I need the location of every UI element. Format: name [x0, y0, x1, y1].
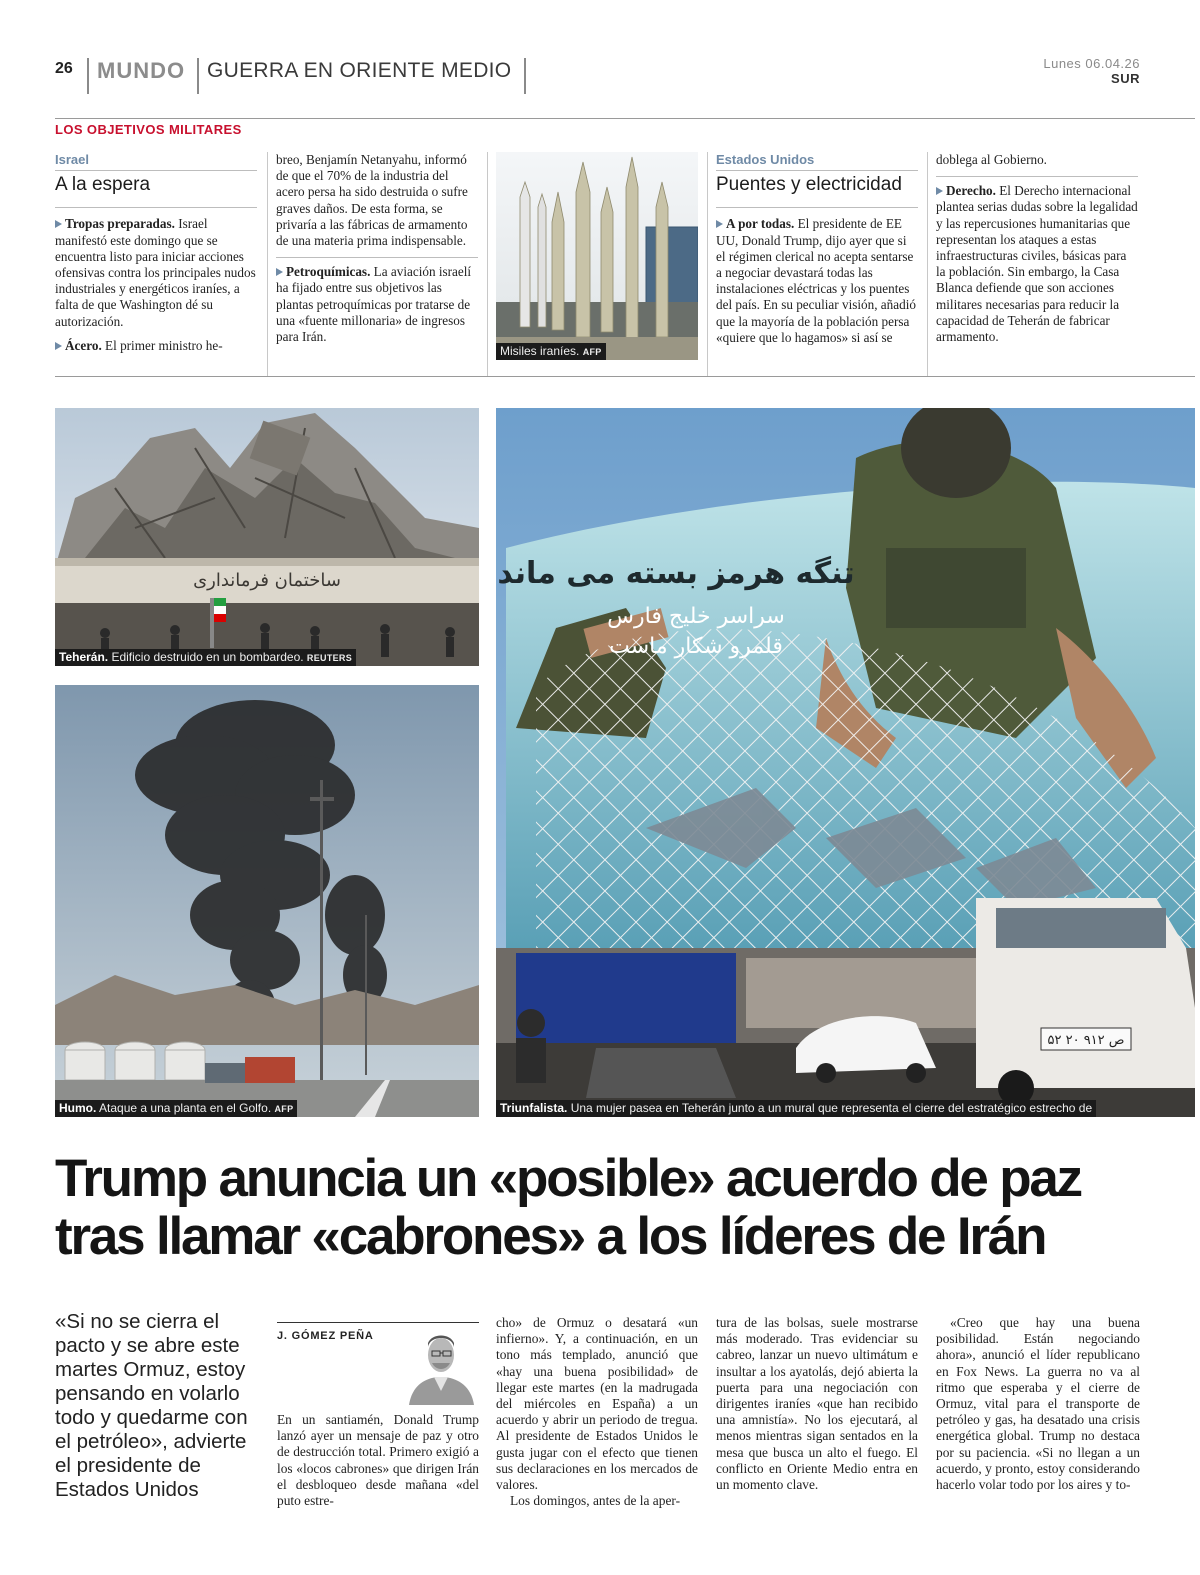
hormuz-mural-image — [496, 408, 1195, 1117]
usa-column — [716, 152, 918, 354]
headline-line-2: tras llamar «cabrones» a los líderes de Irán — [55, 1207, 1046, 1266]
bullet-triangle-icon — [55, 220, 62, 228]
author-byline[interactable]: J. GÓMEZ PEÑA — [277, 1330, 374, 1342]
author-portrait-image — [404, 1325, 479, 1405]
column-rule — [927, 152, 928, 376]
israel-paragraph-2: Ácero. El primer ministro he- — [55, 338, 257, 354]
header-rule — [55, 118, 1195, 119]
page-header — [55, 56, 1140, 96]
svg-text:تنگه هرمز بسته می ماند: تنگه هرمز بسته می ماند — [497, 556, 855, 591]
smoke-photo — [55, 685, 479, 1117]
article-paragraph: En un santiamén, Donald Trump lanzó ayer un mensaje de paz y otro de destrucción total. Primero exigió a los «locos cabrones» que dirigen Irán el desbloqueo desde mañana «del puto estre- — [277, 1412, 479, 1509]
article-column-1 — [277, 1412, 479, 1509]
israel-column — [55, 152, 257, 362]
header-meta — [1043, 56, 1140, 86]
petrochemicals-paragraph: Petroquímicas. La aviación israelí ha fijado entre sus objetivos las plantas petroquímicas por tratarse de una «fuente millonaria» de ingresos para Irán. — [276, 264, 472, 345]
smoke-caption: Humo. Ataque a una planta en el Golfo. AFP — [55, 1100, 297, 1117]
missiles-caption: Misiles iraníes. AFP — [496, 343, 606, 360]
svg-text:۵۲ ص ۹۱۲ ۲۰: ۵۲ ص ۹۱۲ ۲۰ — [1047, 1033, 1125, 1048]
usa-paragraph-1: A por todas. El presidente de EE UU, Donald Trump, dijo ayer que si el régimen clerical no acepta sentarse a negociar devastará todas las instalaciones eléctricas y los puentes del país. En su peculiar visión, añadió que la mayoría de la población persa «quiere que lo hagamos» si así se — [716, 216, 916, 345]
article-column-3 — [716, 1315, 918, 1493]
page-number: 26 — [55, 60, 73, 77]
destroyed-building-image — [55, 408, 479, 666]
pull-quote: «Si no se cierra el pacto y se abre este martes Ormuz, estoy pensando en volarlo todo y quedarme con el petróleo», advierte el presidente de Estados Unidos — [55, 1310, 248, 1501]
usa-column-continued — [936, 152, 1138, 353]
column-rule — [487, 152, 488, 376]
paper-name: SUR — [1111, 71, 1140, 86]
israel-column-continued — [276, 152, 478, 353]
israel-paragraph-1: Tropas preparadas. Israel manifestó este domingo que se encuentra listo para iniciar acciones ofensivas contra los principales nudos industriales y energéticos iraníes, a falta de que Washington dé su autorización. — [55, 216, 256, 329]
missiles-photo — [496, 152, 698, 360]
header-divider — [87, 58, 89, 94]
svg-text:سراسر خلیج فارس: سراسر خلیج فارس — [607, 604, 785, 629]
svg-text:ساختمان فرمانداری: ساختمان فرمانداری — [193, 570, 341, 591]
header-divider — [197, 58, 199, 94]
article-paragraph: cho» de Ormuz o desatará «un infierno». Y, a continuación, en un tono más templado, anunció que «hay una buena posibilidad» de llegar este martes (en la madrugada del miércoles en España) a un acuerdo y abrir un periodo de tregua. Al presidente de Estados Unidos le gusta jugar con el efecto que tienen sus declaraciones en los mercados de valores. — [496, 1315, 698, 1493]
header-divider — [524, 58, 526, 94]
author-photo — [404, 1325, 479, 1405]
article-column-2 — [496, 1315, 698, 1509]
israel-title: A la espera — [55, 174, 151, 196]
article-column-4 — [936, 1315, 1140, 1493]
israel-paragraph-continued: breo, Benjamín Netanyahu, informó de que el 70% de la industria del acero persa ha sido destruida o sufre graves daños. De esta forma, se privaría a las fábricas de armamento de una materia prima indispensable. — [276, 152, 468, 249]
article-paragraph: tura de las bolsas, suele mostrarse más moderado. Tras evidenciar su cabreo, lanzar un nuevo ultimátum e insultar a los ayatolás, dejó abierta la puerta para una negociación con dirigentes iraníes «que han recibido una amnistía». No los ejecutará, al menos mientras sigan sentados en la mesa que busca un alto el fuego. El conflicto en Oriente Medio entra en un momento clave. — [716, 1315, 918, 1493]
smoke-plume-image — [55, 685, 479, 1117]
section-name[interactable]: MUNDO — [97, 58, 186, 83]
article-paragraph: «Creo que hay una buena posibilidad. Están negociando ahora», anunció el líder republicano en Fox News. La guerra no va al ritmo que esperaba y el cierre de Ormuz, vital para el transporte de petróleo y gas, ha desatado una crisis energética global. Trump no destaca por su paciencia. «Si no llegan a un acuerdo, y pronto, estoy considerando hacerlo volar todo por los aires y to- — [936, 1315, 1140, 1493]
article-paragraph: Los domingos, antes de la aper- — [510, 1493, 681, 1509]
usa-title: Puentes y electricidad — [716, 174, 902, 196]
column-rule — [267, 152, 268, 376]
mural-caption: Triunfalista. Una mujer pasea en Teherán junto a un mural que representa el cierre del estratégico estrecho de — [496, 1100, 1096, 1117]
byline-rule — [277, 1322, 479, 1323]
usa-paragraph-continued: doblega al Gobierno. — [936, 152, 1047, 167]
missiles-image — [496, 152, 698, 360]
mural-photo — [496, 408, 1195, 1117]
bullet-triangle-icon — [55, 342, 62, 350]
bullet-triangle-icon — [716, 220, 723, 228]
bullet-triangle-icon — [936, 187, 943, 195]
bullet-triangle-icon — [276, 268, 283, 276]
paragraph-rule — [936, 176, 1138, 177]
paragraph-rule — [276, 257, 478, 258]
tehran-caption: Teherán. Edificio destruido en un bombardeo. REUTERS — [55, 649, 356, 666]
title-rule — [716, 207, 918, 208]
israel-label: Israel — [55, 152, 257, 171]
column-rule — [707, 152, 708, 376]
issue-date: Lunes 06.04.26 — [1043, 56, 1140, 71]
svg-text:قلمرو شکار ماست: قلمرو شکار ماست — [609, 634, 783, 659]
strip-kicker: LOS OBJETIVOS MILITARES — [55, 122, 242, 137]
usa-label: Estados Unidos — [716, 152, 918, 171]
strip-bottom-rule — [55, 376, 1195, 377]
article-headline — [55, 1150, 1195, 1266]
title-rule — [55, 207, 257, 208]
subsection-name[interactable]: GUERRA EN ORIENTE MEDIO — [207, 59, 512, 82]
law-paragraph: Derecho. El Derecho internacional plantea serias dudas sobre la legalidad y las repercusiones humanitarias que representan los ataques a estas infraestructuras civiles, básicas para la población. Sin embargo, la Casa Blanca defiende que son acciones militares necesarias para reducir la capacidad de Teherán de fabricar armamento. — [936, 183, 1138, 345]
tehran-photo — [55, 408, 479, 666]
headline-line-1: Trump anuncia un «posible» acuerdo de paz — [55, 1149, 1081, 1208]
